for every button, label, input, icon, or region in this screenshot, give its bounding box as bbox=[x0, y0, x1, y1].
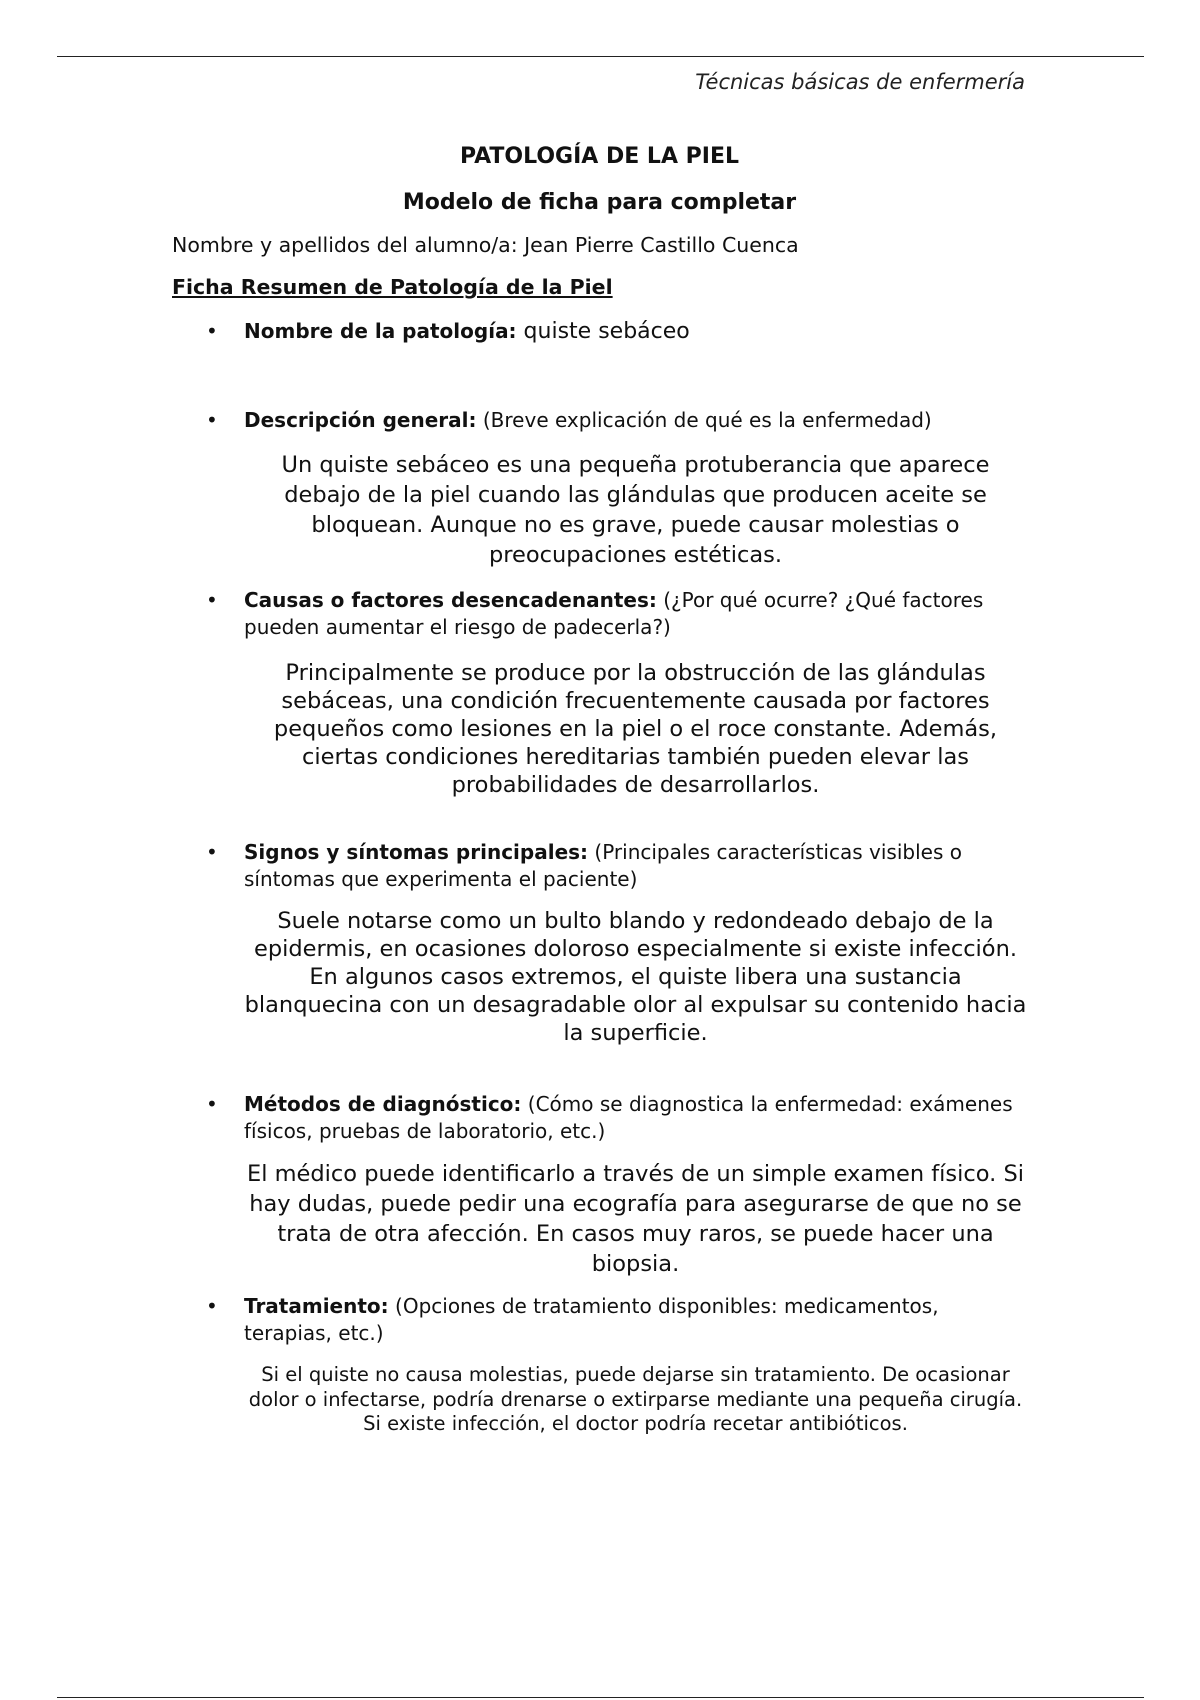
course-header: Técnicas básicas de enfermería bbox=[695, 70, 1025, 94]
field-head bbox=[244, 407, 1027, 434]
field-answer: Suele notarse como un bulto blando y redondeado debajo de la epidermis, en ocasiones doloroso especialmente si existe infección. En algunos casos extremos, el quiste libera una sustancia blanquecina con un desagradable olor al expulsar su contenido hacia la superficie. bbox=[244, 908, 1027, 1046]
field-head bbox=[244, 1091, 1027, 1145]
document-title: PATOLOGÍA DE LA PIEL bbox=[459, 144, 739, 169]
field-treatment bbox=[172, 1293, 1027, 1437]
bullet-icon: • bbox=[206, 1294, 218, 1318]
field-hint: (Principales características visibles o síntomas que experimenta el paciente) bbox=[244, 840, 962, 891]
header-rule bbox=[57, 56, 1144, 57]
field-causes bbox=[172, 587, 1027, 799]
field-answer: El médico puede identificarlo a través de un simple examen físico. Si hay dudas, puede pedir una ecografía para asegurarse de que no se trata de otra afección. En casos muy raros, se puede hacer una biopsia. bbox=[247, 1161, 1024, 1277]
field-head bbox=[244, 318, 1027, 345]
student-label: Nombre y apellidos del alumno/a: bbox=[172, 233, 525, 257]
field-answer: Principalmente se produce por la obstrucción de las glándulas sebáceas, una condición frecuentemente causada por factores pequeños como lesiones en la piel o el roce constante. Además, ciertas condiciones hereditarias también pueden elevar las probabilidades de desarrollarlos. bbox=[273, 660, 998, 798]
field-general-description bbox=[172, 407, 1027, 570]
field-hint: (Opciones de tratamiento disponibles: medicamentos, terapias, etc.) bbox=[244, 1294, 939, 1345]
field-label: Tratamiento: bbox=[244, 1294, 389, 1318]
field-label: Nombre de la patología: bbox=[244, 319, 517, 343]
field-head bbox=[244, 1293, 1027, 1347]
field-pathology-name bbox=[172, 318, 1027, 345]
student-name: Jean Pierre Castillo Cuenca bbox=[524, 233, 799, 257]
bullet-icon: • bbox=[206, 408, 218, 432]
field-signs-symptoms bbox=[172, 839, 1027, 1047]
field-answer: Si el quiste no causa molestias, puede dejarse sin tratamiento. De ocasionar dolor o infectarse, podría drenarse o extirparse mediante una pequeña cirugía. Si existe infección, el doctor podría recetar antibióticos. bbox=[248, 1363, 1023, 1435]
document-body bbox=[172, 140, 1027, 1437]
field-hint: (Cómo se diagnostica la enfermedad: exámenes físicos, pruebas de laboratorio, etc.) bbox=[244, 1092, 1013, 1143]
field-hint: (Breve explicación de qué es la enfermedad) bbox=[476, 408, 932, 432]
field-label: Signos y síntomas principales: bbox=[244, 840, 589, 864]
bullet-icon: • bbox=[206, 319, 218, 343]
field-label: Descripción general: bbox=[244, 408, 477, 432]
student-line bbox=[172, 230, 1027, 260]
bullet-icon: • bbox=[206, 588, 218, 612]
field-hint: (¿Por qué ocurre? ¿Qué factores pueden aumentar el riesgo de padecerla?) bbox=[244, 588, 984, 639]
field-head bbox=[244, 839, 1027, 893]
field-label: Métodos de diagnóstico: bbox=[244, 1092, 522, 1116]
document-subtitle: Modelo de ficha para completar bbox=[402, 190, 797, 215]
field-answer: Un quiste sebáceo es una pequeña protuberancia que aparece debajo de la piel cuando las glándulas que producen aceite se bloquean. Aunque no es grave, puede causar molestias o preocupaciones estéticas. bbox=[281, 452, 990, 568]
bullet-icon: • bbox=[206, 840, 218, 864]
footer-rule bbox=[57, 1697, 1144, 1698]
field-label: Causas o factores desencadenantes: bbox=[244, 588, 657, 612]
field-value: quiste sebáceo bbox=[516, 319, 690, 344]
sheet-heading: Ficha Resumen de Patología de la Piel bbox=[172, 275, 613, 299]
field-head bbox=[244, 587, 1027, 641]
bullet-icon: • bbox=[206, 1092, 218, 1116]
field-diagnosis bbox=[172, 1091, 1027, 1279]
pathology-fields bbox=[172, 318, 1027, 1437]
